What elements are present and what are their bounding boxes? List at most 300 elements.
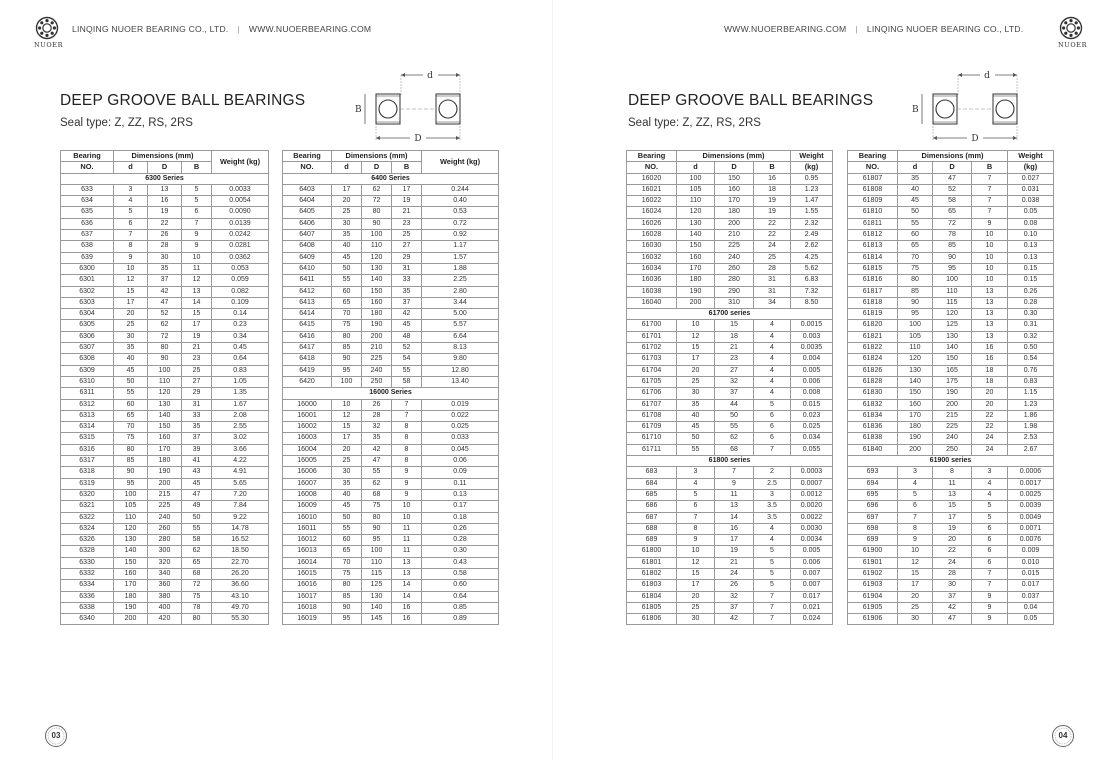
inner-diameter-d: 10 [332, 399, 362, 410]
bearing-no: 16032 [627, 252, 677, 263]
bearing-no: 16026 [627, 218, 677, 229]
width-B: 10 [392, 501, 422, 512]
table-row [61, 467, 269, 478]
table-row [627, 512, 833, 523]
outer-diameter-D: 140 [362, 275, 392, 286]
weight-kg: 0.009 [1008, 546, 1054, 557]
weight-kg: 55.30 [212, 614, 269, 625]
weight-kg: 0.0362 [212, 252, 269, 263]
outer-diameter-D: 150 [148, 422, 182, 433]
width-B: 62 [182, 546, 212, 557]
width-B: 7 [392, 410, 422, 421]
table-row [848, 535, 1054, 546]
outer-diameter-D: 28 [362, 410, 392, 421]
outer-diameter-D: 90 [362, 218, 392, 229]
inner-diameter-d: 9 [898, 535, 933, 546]
inner-diameter-d: 75 [114, 433, 148, 444]
weight-kg: 0.0015 [791, 320, 833, 331]
inner-diameter-d: 160 [114, 568, 148, 579]
bearing-no: 16021 [627, 184, 677, 195]
outer-diameter-D: 62 [148, 320, 182, 331]
weight-kg: 43.10 [212, 591, 269, 602]
inner-diameter-d: 80 [114, 444, 148, 455]
inner-diameter-d: 30 [332, 467, 362, 478]
bearing-no: 61821 [848, 331, 898, 342]
bearing-no: 61906 [848, 614, 898, 625]
table-row [283, 263, 499, 274]
seal-type-subtitle: Seal type: Z, ZZ, RS, 2RS [628, 117, 761, 129]
outer-diameter-D: 190 [148, 467, 182, 478]
outer-diameter-D: 20 [933, 535, 972, 546]
width-B: 55 [182, 523, 212, 534]
weight-kg: 0.53 [422, 207, 499, 218]
bearing-no: 61815 [848, 263, 898, 274]
inner-diameter-d: 65 [332, 546, 362, 557]
bearing-no: 61840 [848, 444, 898, 455]
bearing-no: 6408 [283, 241, 332, 252]
weight-kg: 22.70 [212, 557, 269, 568]
inner-diameter-d: 12 [114, 275, 148, 286]
outer-diameter-D: 14 [715, 512, 754, 523]
weight-kg: 0.76 [1008, 365, 1054, 376]
width-B: 13 [182, 286, 212, 297]
weight-kg: 0.004 [791, 354, 833, 365]
outer-diameter-D: 225 [148, 501, 182, 512]
weight-kg: 0.038 [1008, 196, 1054, 207]
inner-diameter-d: 65 [114, 410, 148, 421]
table-row [848, 557, 1054, 568]
width-B: 13 [972, 320, 1008, 331]
weight-kg: 0.045 [422, 444, 499, 455]
width-B: 7 [754, 602, 791, 613]
outer-diameter-D: 37 [715, 602, 754, 613]
weight-kg: 0.006 [791, 376, 833, 387]
outer-diameter-D: 37 [715, 388, 754, 399]
weight-kg: 1.57 [422, 252, 499, 263]
width-B: 16 [972, 354, 1008, 365]
table-row [61, 354, 269, 365]
table-row [848, 489, 1054, 500]
weight-kg: 0.05 [1008, 614, 1054, 625]
outer-diameter-D: 300 [148, 546, 182, 557]
weight-kg: 1.98 [1008, 422, 1054, 433]
outer-diameter-D: 160 [362, 297, 392, 308]
inner-diameter-d: 30 [898, 614, 933, 625]
weight-kg: 9.80 [422, 354, 499, 365]
page-number-text: 04 [1058, 731, 1068, 740]
weight-kg: 0.055 [791, 444, 833, 455]
width-B: 8 [392, 422, 422, 433]
table-row [61, 241, 269, 252]
weight-kg: 7.84 [212, 501, 269, 512]
width-B: 9 [392, 478, 422, 489]
outer-diameter-D: 130 [933, 331, 972, 342]
outer-diameter-D: 240 [933, 433, 972, 444]
width-B: 9 [972, 591, 1008, 602]
width-B: 15 [182, 309, 212, 320]
table-row [848, 218, 1054, 229]
outer-diameter-D: 7 [715, 467, 754, 478]
width-B: 13 [972, 309, 1008, 320]
width-B: 9 [392, 467, 422, 478]
table-row [848, 297, 1054, 308]
outer-diameter-D: 42 [148, 286, 182, 297]
table-row [61, 263, 269, 274]
bearing-no: 634 [61, 196, 114, 207]
inner-diameter-d: 15 [677, 568, 715, 579]
bearing-no: 6332 [61, 568, 114, 579]
outer-diameter-D: 180 [148, 456, 182, 467]
table-row [61, 275, 269, 286]
width-B: 17 [392, 184, 422, 195]
inner-diameter-d: 100 [898, 320, 933, 331]
table-row [627, 410, 833, 421]
bearing-no: 687 [627, 512, 677, 523]
inner-diameter-d: 70 [114, 422, 148, 433]
width-B: 42 [392, 309, 422, 320]
width-B: 14 [392, 580, 422, 591]
website-link[interactable]: WWW.NUOERBEARING.COM [724, 24, 847, 34]
inner-diameter-d: 90 [332, 602, 362, 613]
table-row [627, 173, 833, 184]
outer-diameter-D: 100 [362, 546, 392, 557]
inner-diameter-d: 15 [898, 568, 933, 579]
table-row [283, 568, 499, 579]
bearing-no: 6319 [61, 478, 114, 489]
bearing-no: 6324 [61, 523, 114, 534]
company-name: LINQING NUOER BEARING CO., LTD. [72, 24, 229, 34]
width-B: 11 [392, 535, 422, 546]
weight-kg: 0.43 [422, 557, 499, 568]
inner-diameter-d: 12 [677, 331, 715, 342]
width-B: 27 [182, 376, 212, 387]
outer-diameter-D: 26 [362, 399, 392, 410]
bearing-no: 16018 [283, 602, 332, 613]
bearing-no: 61801 [627, 557, 677, 568]
weight-kg: 1.35 [212, 388, 269, 399]
col-dimensions: Dimensions (mm) [677, 151, 791, 162]
weight-kg: 0.32 [1008, 331, 1054, 342]
inner-diameter-d: 180 [114, 591, 148, 602]
table-row [61, 433, 269, 444]
table-row [283, 196, 499, 207]
outer-diameter-D: 250 [362, 376, 392, 387]
col-no: NO. [61, 162, 114, 173]
inner-diameter-d: 17 [677, 580, 715, 591]
outer-diameter-D: 210 [362, 343, 392, 354]
inner-diameter-d: 170 [898, 410, 933, 421]
width-B: 2.5 [754, 478, 791, 489]
weight-kg: 0.059 [212, 275, 269, 286]
bearing-no: 6318 [61, 467, 114, 478]
bearing-no: 689 [627, 535, 677, 546]
bearing-no: 61709 [627, 422, 677, 433]
inner-diameter-d: 50 [114, 376, 148, 387]
table-row [627, 343, 833, 354]
weight-kg: 0.64 [212, 354, 269, 365]
width-B: 55 [392, 365, 422, 376]
outer-diameter-D: 95 [362, 535, 392, 546]
series-label: 61800 series [627, 456, 833, 467]
table-row [61, 557, 269, 568]
col-kg: (kg) [791, 162, 833, 173]
bearing-no: 16028 [627, 230, 677, 241]
width-B: 5 [754, 557, 791, 568]
inner-diameter-d: 6 [898, 501, 933, 512]
weight-kg: 0.13 [1008, 241, 1054, 252]
outer-diameter-D: 24 [933, 557, 972, 568]
weight-kg: 0.92 [422, 230, 499, 241]
outer-diameter-D: 62 [362, 184, 392, 195]
table-row [283, 557, 499, 568]
table-row [627, 546, 833, 557]
weight-kg: 0.08 [1008, 218, 1054, 229]
weight-kg: 0.0034 [791, 535, 833, 546]
inner-diameter-d: 70 [332, 309, 362, 320]
table-row [61, 376, 269, 387]
table-row [848, 173, 1054, 184]
inner-diameter-d: 3 [898, 467, 933, 478]
inner-diameter-d: 45 [114, 365, 148, 376]
inner-diameter-d: 140 [114, 546, 148, 557]
weight-kg: 1.88 [422, 263, 499, 274]
weight-kg: 0.31 [1008, 320, 1054, 331]
bearing-no: 61811 [848, 218, 898, 229]
weight-kg: 0.007 [791, 568, 833, 579]
diagram-D-label: D [971, 134, 979, 144]
bearing-no: 16010 [283, 512, 332, 523]
width-B: 58 [392, 376, 422, 387]
outer-diameter-D: 65 [933, 207, 972, 218]
outer-diameter-D: 16 [715, 523, 754, 534]
inner-diameter-d: 6 [677, 501, 715, 512]
inner-diameter-d: 110 [114, 512, 148, 523]
width-B: 13 [392, 557, 422, 568]
outer-diameter-D: 68 [715, 444, 754, 455]
width-B: 13 [972, 331, 1008, 342]
table-row [848, 275, 1054, 286]
width-B: 17 [182, 320, 212, 331]
inner-diameter-d: 15 [677, 343, 715, 354]
table-row [283, 343, 499, 354]
col-no: NO. [627, 162, 677, 173]
series-label: 6400 Series [283, 173, 499, 184]
width-B: 11 [182, 263, 212, 274]
inner-diameter-d: 20 [677, 365, 715, 376]
inner-diameter-d: 200 [114, 614, 148, 625]
weight-kg: 14.78 [212, 523, 269, 534]
table-row [61, 591, 269, 602]
inner-diameter-d: 150 [898, 388, 933, 399]
weight-kg: 0.017 [1008, 580, 1054, 591]
outer-diameter-D: 100 [362, 230, 392, 241]
weight-kg: 0.0012 [791, 489, 833, 500]
table-row [848, 388, 1054, 399]
inner-diameter-d: 20 [332, 444, 362, 455]
outer-diameter-D: 240 [715, 252, 754, 263]
weight-kg: 0.13 [1008, 252, 1054, 263]
bearing-no: 61700 [627, 320, 677, 331]
width-B: 11 [392, 546, 422, 557]
weight-kg: 5.00 [422, 309, 499, 320]
outer-diameter-D: 23 [715, 354, 754, 365]
weight-kg: 0.28 [1008, 297, 1054, 308]
inner-diameter-d: 120 [898, 354, 933, 365]
inner-diameter-d: 110 [677, 196, 715, 207]
bearing-no: 697 [848, 512, 898, 523]
bearing-no: 16008 [283, 489, 332, 500]
weight-kg: 0.83 [1008, 376, 1054, 387]
inner-diameter-d: 60 [332, 286, 362, 297]
table-row [848, 184, 1054, 195]
inner-diameter-d: 50 [898, 207, 933, 218]
table-row [61, 489, 269, 500]
outer-diameter-D: 22 [933, 546, 972, 557]
inner-diameter-d: 12 [898, 557, 933, 568]
bearing-no: 61812 [848, 230, 898, 241]
bearing-no: 61802 [627, 568, 677, 579]
inner-diameter-d: 15 [114, 286, 148, 297]
weight-kg: 0.010 [1008, 557, 1054, 568]
bearing-no: 61904 [848, 591, 898, 602]
width-B: 7 [754, 444, 791, 455]
weight-kg: 0.007 [791, 580, 833, 591]
weight-kg: 0.109 [212, 297, 269, 308]
table-6300-series [60, 150, 269, 625]
col-B: B [182, 162, 212, 173]
table-row [848, 252, 1054, 263]
outer-diameter-D: 360 [148, 580, 182, 591]
bearing-no: 6420 [283, 376, 332, 387]
outer-diameter-D: 32 [715, 591, 754, 602]
inner-diameter-d: 17 [677, 354, 715, 365]
bearing-no: 6307 [61, 343, 114, 354]
bearing-no: 16004 [283, 444, 332, 455]
series-label: 61900 series [848, 456, 1054, 467]
weight-kg: 0.15 [1008, 275, 1054, 286]
bearing-no: 16020 [627, 173, 677, 184]
inner-diameter-d: 15 [332, 422, 362, 433]
inner-diameter-d: 30 [332, 218, 362, 229]
table-row [627, 523, 833, 534]
weight-kg: 0.0007 [791, 478, 833, 489]
width-B: 6 [754, 410, 791, 421]
col-d: d [898, 162, 933, 173]
weight-kg: 0.0030 [791, 523, 833, 534]
inner-diameter-d: 105 [898, 331, 933, 342]
table-row [61, 568, 269, 579]
table-row [848, 444, 1054, 455]
width-B: 31 [754, 286, 791, 297]
outer-diameter-D: 22 [148, 218, 182, 229]
width-B: 13 [392, 568, 422, 579]
table-row [627, 501, 833, 512]
table-row [848, 546, 1054, 557]
bearing-no: 16002 [283, 422, 332, 433]
outer-diameter-D: 150 [362, 286, 392, 297]
weight-kg: 0.0054 [212, 196, 269, 207]
outer-diameter-D: 240 [362, 365, 392, 376]
weight-kg: 0.28 [422, 535, 499, 546]
outer-diameter-D: 72 [148, 331, 182, 342]
header: WWW.NUOERBEARING.COM | LINQING NUOER BEARING CO., LTD. [724, 24, 1024, 34]
table-row [61, 444, 269, 455]
weight-kg: 2.80 [422, 286, 499, 297]
outer-diameter-D: 130 [362, 591, 392, 602]
table-row [848, 286, 1054, 297]
outer-diameter-D: 13 [933, 489, 972, 500]
col-d: d [332, 162, 362, 173]
table-row [848, 591, 1054, 602]
inner-diameter-d: 35 [898, 173, 933, 184]
company-name: LINQING NUOER BEARING CO., LTD. [866, 24, 1024, 34]
outer-diameter-D: 210 [715, 230, 754, 241]
table-row [61, 580, 269, 591]
bearing-no: 6314 [61, 422, 114, 433]
bearing-no: 16012 [283, 535, 332, 546]
series-header-row [283, 388, 499, 399]
bearing-no: 686 [627, 501, 677, 512]
outer-diameter-D: 9 [715, 478, 754, 489]
bearing-no: 61702 [627, 343, 677, 354]
weight-kg: 0.50 [1008, 343, 1054, 354]
weight-kg: 2.32 [791, 218, 833, 229]
bearing-no: 684 [627, 478, 677, 489]
width-B: 4 [754, 320, 791, 331]
table-row [283, 376, 499, 387]
table-row [283, 207, 499, 218]
weight-kg: 1.86 [1008, 410, 1054, 421]
col-B: B [754, 162, 791, 173]
outer-diameter-D: 260 [715, 263, 754, 274]
outer-diameter-D: 150 [715, 173, 754, 184]
bearing-no: 695 [848, 489, 898, 500]
weight-kg: 0.006 [791, 557, 833, 568]
outer-diameter-D: 19 [715, 546, 754, 557]
bearing-no: 16038 [627, 286, 677, 297]
weight-kg: 0.0025 [1008, 489, 1054, 500]
inner-diameter-d: 140 [898, 376, 933, 387]
bearing-no: 16024 [627, 207, 677, 218]
inner-diameter-d: 65 [332, 297, 362, 308]
bearing-no: 61903 [848, 580, 898, 591]
inner-diameter-d: 60 [114, 399, 148, 410]
series-header-row [848, 456, 1054, 467]
width-B: 6 [972, 557, 1008, 568]
bearing-no: 694 [848, 478, 898, 489]
table-row [848, 354, 1054, 365]
inner-diameter-d: 85 [114, 456, 148, 467]
bearing-no: 61708 [627, 410, 677, 421]
outer-diameter-D: 380 [148, 591, 182, 602]
nuoer-logo [34, 16, 64, 49]
bearing-no: 6321 [61, 501, 114, 512]
inner-diameter-d: 45 [677, 422, 715, 433]
table-row [283, 297, 499, 308]
page-left [0, 0, 552, 760]
inner-diameter-d: 105 [677, 184, 715, 195]
inner-diameter-d: 85 [332, 591, 362, 602]
weight-kg: 0.0039 [1008, 501, 1054, 512]
table-row [627, 207, 833, 218]
outer-diameter-D: 110 [362, 557, 392, 568]
website-link[interactable]: WWW.NUOERBEARING.COM [248, 24, 372, 34]
weight-kg: 0.025 [422, 422, 499, 433]
table-61800-61900-series [847, 150, 1054, 625]
width-B: 24 [972, 444, 1008, 455]
bearing-no: 637 [61, 230, 114, 241]
table-row [61, 399, 269, 410]
